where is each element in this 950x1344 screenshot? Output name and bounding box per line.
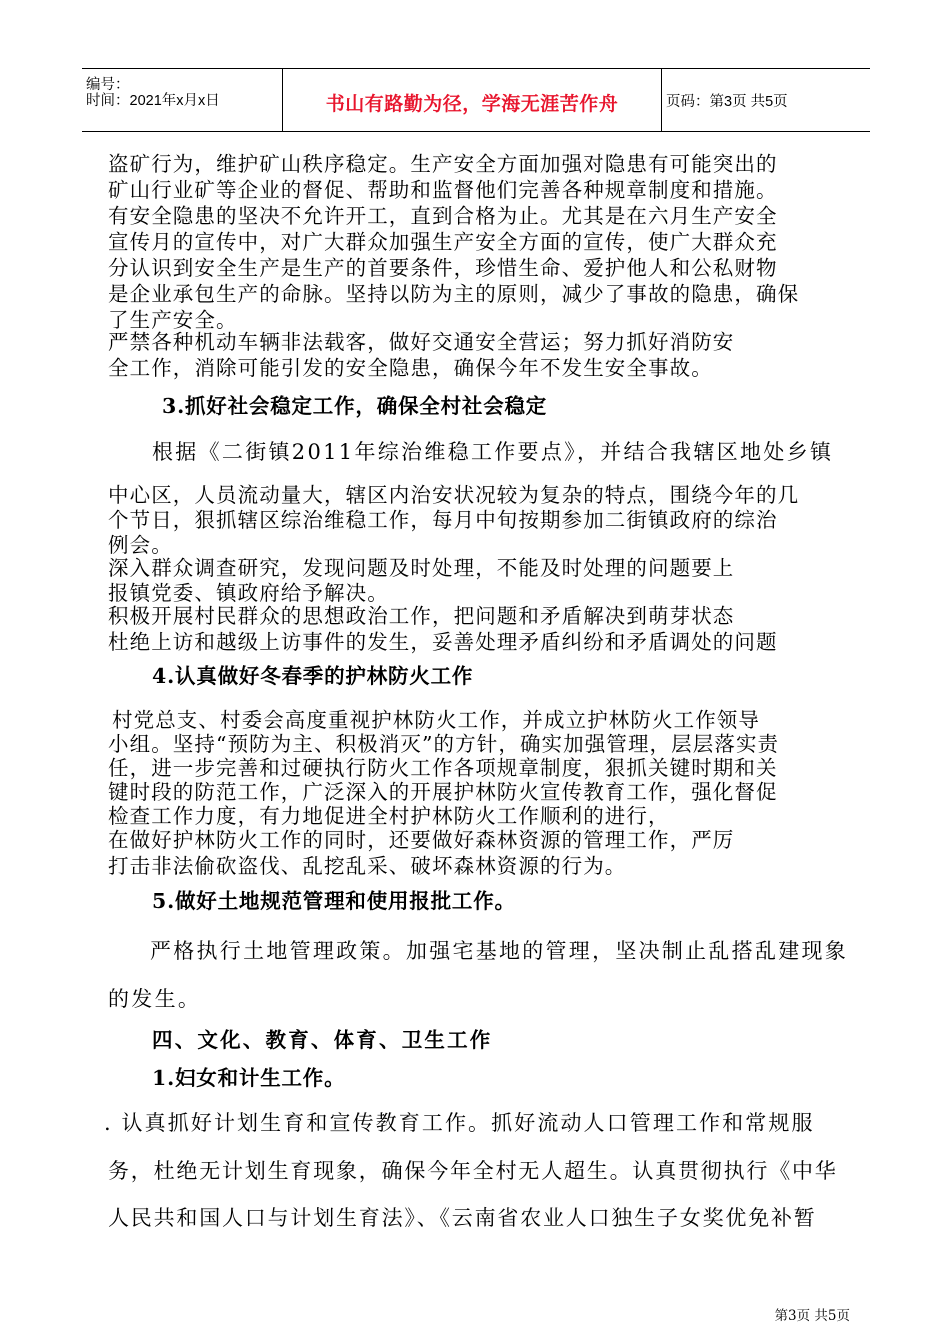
document-date: 时间：2021年x月x日 [86,93,220,109]
header-page-number: 页码：第3页 共5页 [666,94,788,110]
body-line: 有安全隐患的坚决不允许开工，直到合格为止。尤其是在六月生产安全 [108,204,778,228]
body-line: 个节日，狠抓辖区综治维稳工作，每月中旬按期参加二街镇政府的综治 [108,508,778,532]
body-line: 键时段的防范工作，广泛深入的开展护林防火宣传教育工作，强化督促 [108,780,778,804]
body-line: 检查工作力度，有力地促进全村护林防火工作顺利的进行， [108,804,670,828]
body-line: 人民共和国人口与计划生育法》、《云南省农业人口独生子女奖优免补暂 [108,1206,817,1230]
body-line: 务，杜绝无计划生育现象，确保今年全村无人超生。认真贯彻执行《中华 [108,1159,838,1183]
section-heading: 1.妇女和计生工作。 [152,1066,346,1090]
body-line: 任，进一步完善和过硬执行防火工作各项规章制度，狠抓关键时期和关 [108,756,778,780]
body-line: 小组。坚持“预防为主、积极消灭”的方针，确实加强管理，层层落实责 [108,732,780,756]
header-motto-cell [283,69,662,131]
body-line: 报镇党委、镇政府给予解决。 [108,581,389,605]
body-line: 矿山行业矿等企业的督促、帮助和监督他们完善各种规章制度和措施。 [108,178,778,202]
body-line: 的发生。 [108,987,202,1011]
body-line: 是企业承包生产的命脉。坚持以防为主的原则，减少了事故的隐患，确保 [108,282,800,306]
body-line: 严格执行土地管理政策。加强宅基地的管理，坚决制止乱搭乱建现象 [150,939,849,963]
body-line: 例会。 [108,533,173,557]
body-line: 严禁各种机动车辆非法载客，做好交通安全营运；努力抓好消防安 [108,330,735,354]
body-line: 了生产安全。 [108,308,238,332]
body-line: 积极开展村民群众的思想政治工作，把问题和矛盾解决到萌芽状态 [108,604,735,628]
body-line: . 认真抓好计划生育和宣传教育工作。抓好流动人口管理工作和常规服 [104,1111,815,1135]
body-line: 村党总支、村委会高度重视护林防火工作，并成立护林防火工作领导 [112,708,760,732]
body-line: 盗矿行为，维护矿山秩序稳定。生产安全方面加强对隐患有可能突出的 [108,152,778,176]
body-line: 中心区，人员流动量大，辖区内治安状况较为复杂的特点，围绕今年的几 [108,483,800,507]
document-number: 编号： [86,77,130,93]
header-meta-cell [82,69,283,131]
page-footer: 第3页 共5页 [774,1308,850,1324]
header-motto: 书山有路勤为径，学海无涯苦作舟 [325,93,619,115]
section-heading: 3.抓好社会稳定工作，确保全村社会稳定 [162,394,548,418]
section-heading: 4.认真做好冬春季的护林防火工作 [152,664,474,688]
page-header [82,68,870,132]
body-line: 深入群众调查研究，发现问题及时处理，不能及时处理的问题要上 [108,556,735,580]
body-line: 宣传月的宣传中，对广大群众加强生产安全方面的宣传，使广大群众充 [108,230,778,254]
section-heading: 5.做好土地规范管理和使用报批工作。 [152,889,516,913]
header-page-cell [662,69,870,131]
body-line: 打击非法偷砍盗伐、乱挖乱采、破坏森林资源的行为。 [108,854,627,878]
section-heading: 四、文化、教育、体育、卫生工作 [152,1028,493,1052]
body-line: 分认识到安全生产是生产的首要条件，珍惜生命、爱护他人和公私财物 [108,256,778,280]
body-line: 根据《二街镇2011年综治维稳工作要点》，并结合我辖区地处乡镇 [152,440,834,464]
body-line: 在做好护林防火工作的同时，还要做好森林资源的管理工作，严厉 [108,828,735,852]
body-line: 全工作，消除可能引发的安全隐患，确保今年不发生安全事故。 [108,356,713,380]
body-line: 杜绝上访和越级上访事件的发生，妥善处理矛盾纠纷和矛盾调处的问题 [108,630,778,654]
